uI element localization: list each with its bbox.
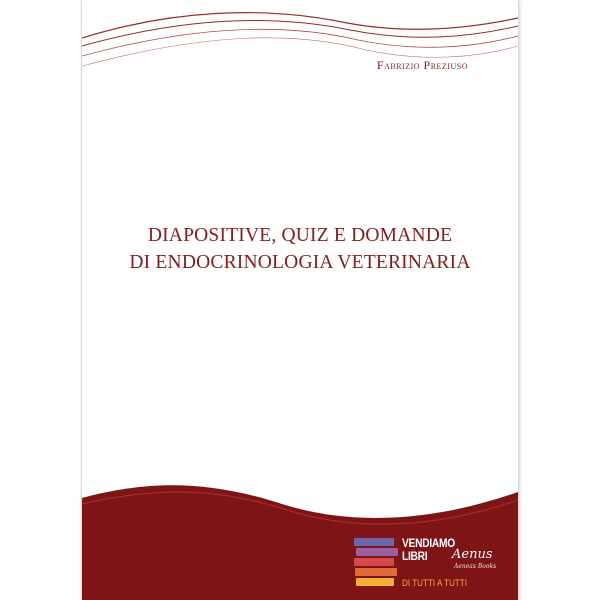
wave-line: [82, 13, 518, 38]
publisher-line-2: LIBRI: [402, 549, 428, 563]
book-stack-icon: [354, 558, 394, 566]
publisher-line-1: VENDIAMO: [402, 536, 455, 550]
publisher-tagline: DI TUTTI A TUTTI: [402, 578, 467, 588]
title-line-2: DI ENDOCRINOLOGIA VETERINARIA: [129, 252, 471, 273]
book-stack-icon: [356, 578, 394, 586]
book-title: [82, 222, 518, 276]
book-cover: [82, 0, 518, 600]
book-stack-icon: [354, 538, 394, 546]
author-name: Fabrizio Preziuso: [376, 58, 468, 72]
publisher-logo: [354, 535, 514, 595]
publisher-brand: Aenus: [452, 547, 493, 562]
book-stack-icon: [356, 548, 398, 556]
book-stack-icon: [355, 568, 397, 576]
wave-line: [82, 21, 518, 46]
publisher-subtitle: Aeneas Books: [454, 563, 497, 570]
wave-line: [82, 29, 518, 56]
title-line-1: DIAPOSITIVE, QUIZ E DOMANDE: [147, 225, 453, 246]
